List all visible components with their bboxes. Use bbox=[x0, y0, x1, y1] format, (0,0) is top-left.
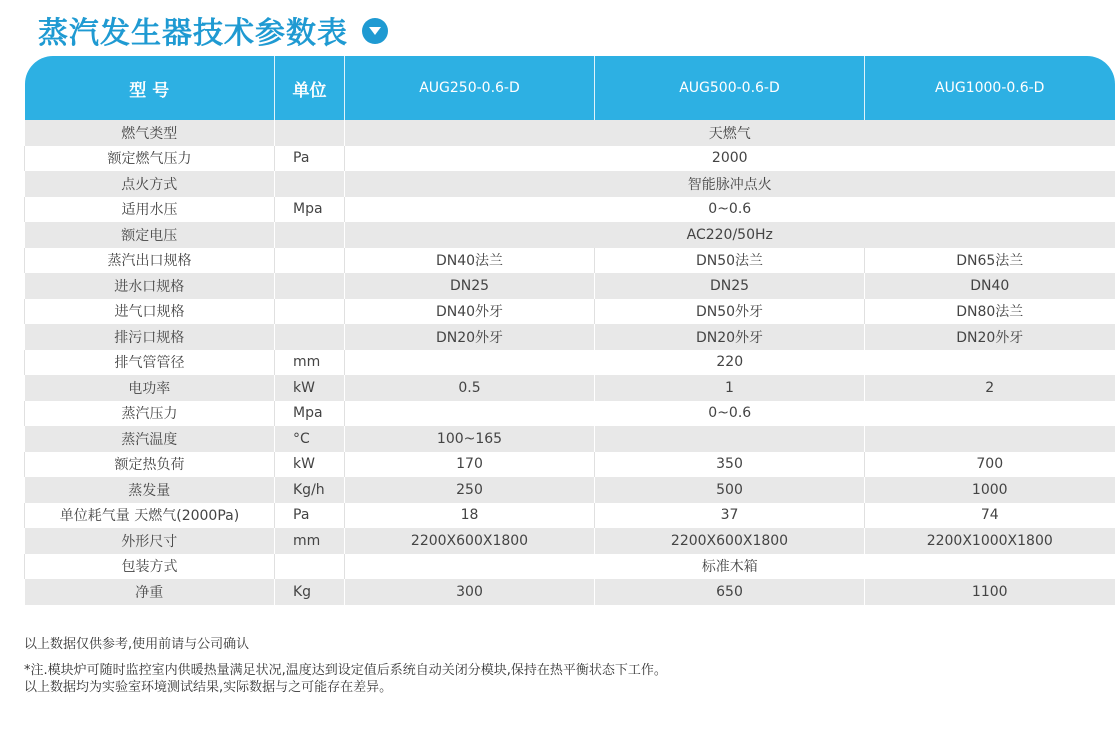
row-value-model-2: 1 bbox=[595, 375, 865, 401]
row-value-all-models: 2000 bbox=[345, 146, 1115, 172]
row-value-model-3: 2200X1000X1800 bbox=[865, 528, 1115, 554]
row-value-model-2: DN20外牙 bbox=[595, 324, 865, 350]
row-value-model-1: DN40外牙 bbox=[345, 299, 595, 325]
spec-table bbox=[24, 56, 1115, 605]
row-value-model-3: 1100 bbox=[865, 579, 1115, 605]
spec-table-container bbox=[24, 56, 1114, 605]
row-param-name: 包装方式 bbox=[25, 554, 275, 580]
row-param-name: 净重 bbox=[25, 579, 275, 605]
row-unit: kW bbox=[275, 375, 345, 401]
row-value-all-models: 标准木箱 bbox=[345, 554, 1115, 580]
row-value-model-2: 350 bbox=[595, 452, 865, 478]
row-value-model-2: 650 bbox=[595, 579, 865, 605]
table-row bbox=[25, 222, 1115, 248]
row-param-name: 单位耗气量 天燃气(2000Pa) bbox=[25, 503, 275, 529]
row-value-model-3: 74 bbox=[865, 503, 1115, 529]
row-value-model-1: DN25 bbox=[345, 273, 595, 299]
row-unit bbox=[275, 171, 345, 197]
row-value-model-2: DN25 bbox=[595, 273, 865, 299]
row-value-model-3: DN40 bbox=[865, 273, 1115, 299]
page-title: 蒸汽发生器技术参数表 bbox=[38, 16, 348, 51]
row-value-model-1: 170 bbox=[345, 452, 595, 478]
row-unit: Pa bbox=[275, 146, 345, 172]
row-value-model-2: DN50外牙 bbox=[595, 299, 865, 325]
row-unit: Kg/h bbox=[275, 477, 345, 503]
row-value-model-3: DN20外牙 bbox=[865, 324, 1115, 350]
row-value-model-3: DN65法兰 bbox=[865, 248, 1115, 274]
row-value-model-3: DN80法兰 bbox=[865, 299, 1115, 325]
table-row bbox=[25, 554, 1115, 580]
row-param-name: 排气管管径 bbox=[25, 350, 275, 376]
table-row bbox=[25, 248, 1115, 274]
table-row bbox=[25, 197, 1115, 223]
row-param-name: 点火方式 bbox=[25, 171, 275, 197]
row-param-name: 蒸汽压力 bbox=[25, 401, 275, 427]
header-model-2: AUG500-0.6-D bbox=[595, 56, 865, 120]
row-unit bbox=[275, 273, 345, 299]
row-value-model-1: 18 bbox=[345, 503, 595, 529]
table-row bbox=[25, 375, 1115, 401]
row-param-name: 电功率 bbox=[25, 375, 275, 401]
row-param-name: 进气口规格 bbox=[25, 299, 275, 325]
row-value-all-models: 0~0.6 bbox=[345, 197, 1115, 223]
table-row bbox=[25, 171, 1115, 197]
row-value-model-2 bbox=[595, 426, 865, 452]
row-value-all-models: AC220/50Hz bbox=[345, 222, 1115, 248]
table-row bbox=[25, 273, 1115, 299]
row-unit bbox=[275, 554, 345, 580]
row-value-model-2: 2200X600X1800 bbox=[595, 528, 865, 554]
row-value-model-3: 1000 bbox=[865, 477, 1115, 503]
header-unit: 单位 bbox=[275, 56, 345, 120]
row-value-all-models: 天燃气 bbox=[345, 120, 1115, 146]
table-row bbox=[25, 503, 1115, 529]
row-unit bbox=[275, 222, 345, 248]
row-value-model-1: 100~165 bbox=[345, 426, 595, 452]
row-param-name: 排污口规格 bbox=[25, 324, 275, 350]
row-value-model-2: DN50法兰 bbox=[595, 248, 865, 274]
row-value-model-1: 300 bbox=[345, 579, 595, 605]
row-param-name: 蒸发量 bbox=[25, 477, 275, 503]
row-unit bbox=[275, 120, 345, 146]
row-value-model-2: 500 bbox=[595, 477, 865, 503]
row-unit bbox=[275, 248, 345, 274]
table-row bbox=[25, 528, 1115, 554]
table-row bbox=[25, 579, 1115, 605]
row-unit: Mpa bbox=[275, 197, 345, 223]
notes bbox=[24, 636, 667, 696]
table-body bbox=[25, 120, 1115, 605]
row-value-model-1: 2200X600X1800 bbox=[345, 528, 595, 554]
row-param-name: 额定燃气压力 bbox=[25, 146, 275, 172]
row-unit: kW bbox=[275, 452, 345, 478]
row-param-name: 蒸汽温度 bbox=[25, 426, 275, 452]
table-row bbox=[25, 299, 1115, 325]
row-value-model-1: DN20外牙 bbox=[345, 324, 595, 350]
row-value-model-3: 2 bbox=[865, 375, 1115, 401]
row-unit bbox=[275, 324, 345, 350]
row-unit: Kg bbox=[275, 579, 345, 605]
row-param-name: 燃气类型 bbox=[25, 120, 275, 146]
table-row bbox=[25, 324, 1115, 350]
chevron-down-icon[interactable] bbox=[362, 18, 388, 44]
row-value-model-3: 700 bbox=[865, 452, 1115, 478]
header-model: 型 号 bbox=[25, 56, 275, 120]
row-value-model-2: 37 bbox=[595, 503, 865, 529]
note-reference: 以上数据仅供参考,使用前请与公司确认 bbox=[24, 637, 250, 652]
row-value-model-3 bbox=[865, 426, 1115, 452]
table-row bbox=[25, 426, 1115, 452]
title-bar bbox=[38, 8, 388, 52]
table-row bbox=[25, 401, 1115, 427]
row-param-name: 蒸汽出口规格 bbox=[25, 248, 275, 274]
table-row bbox=[25, 146, 1115, 172]
table-row bbox=[25, 120, 1115, 146]
header-model-3: AUG1000-0.6-D bbox=[865, 56, 1115, 120]
row-param-name: 适用水压 bbox=[25, 197, 275, 223]
row-param-name: 外形尺寸 bbox=[25, 528, 275, 554]
note-module: *注.模块炉可随时监控室内供暖热量满足状况,温度达到设定值后系统自动关闭分模块,保持在热平衡状态下工作。 bbox=[24, 663, 667, 678]
table-row bbox=[25, 350, 1115, 376]
table-row bbox=[25, 477, 1115, 503]
header-model-1: AUG250-0.6-D bbox=[345, 56, 595, 120]
row-unit bbox=[275, 299, 345, 325]
row-value-all-models: 智能脉冲点火 bbox=[345, 171, 1115, 197]
row-value-all-models: 220 bbox=[345, 350, 1115, 376]
row-unit: Mpa bbox=[275, 401, 345, 427]
row-unit: Pa bbox=[275, 503, 345, 529]
row-value-all-models: 0~0.6 bbox=[345, 401, 1115, 427]
row-value-model-1: DN40法兰 bbox=[345, 248, 595, 274]
row-value-model-1: 0.5 bbox=[345, 375, 595, 401]
row-unit: mm bbox=[275, 528, 345, 554]
row-value-model-1: 250 bbox=[345, 477, 595, 503]
row-unit: mm bbox=[275, 350, 345, 376]
table-row bbox=[25, 452, 1115, 478]
row-unit: °C bbox=[275, 426, 345, 452]
table-header-row bbox=[25, 56, 1115, 120]
row-param-name: 进水口规格 bbox=[25, 273, 275, 299]
row-param-name: 额定热负荷 bbox=[25, 452, 275, 478]
note-lab: 以上数据均为实验室环境测试结果,实际数据与之可能存在差异。 bbox=[24, 680, 393, 695]
row-param-name: 额定电压 bbox=[25, 222, 275, 248]
